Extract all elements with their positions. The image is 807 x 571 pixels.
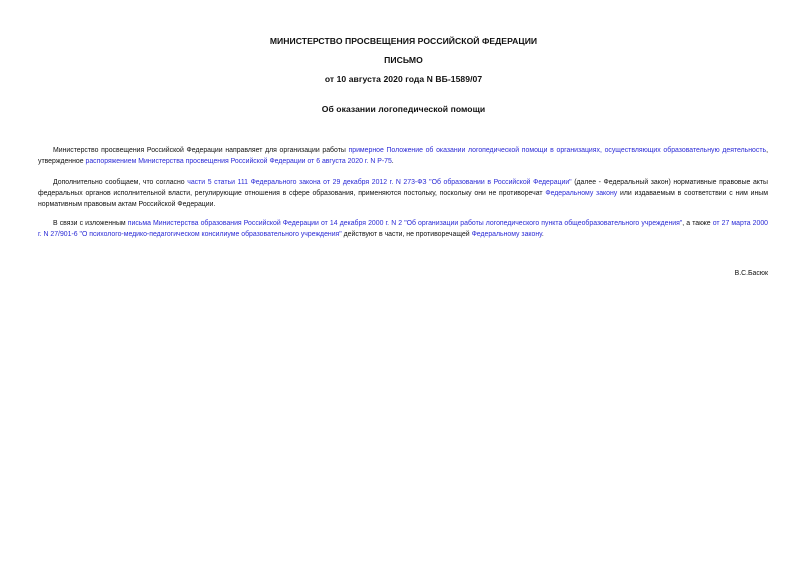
link-letter-27-901-6[interactable]: от 27 марта 2000 г. N 27/901-6 "О психолого-медико-педагогическом консилиуме образовательного учреждения" bbox=[38, 220, 768, 239]
link-federal-law[interactable]: Федеральному закону bbox=[545, 190, 618, 198]
p1-text-1: Министерство просвещения Российской Федерации направляет для организации работы bbox=[53, 147, 349, 154]
p3-text-3: действуют в части, не противоречащей bbox=[341, 231, 472, 239]
paragraph-3 bbox=[38, 218, 768, 240]
paragraph-2 bbox=[38, 177, 768, 211]
p2-text-2: (далее - Федеральный закон) нормативные правовые акты федеральных органов исполнительной власти, регулирующие отношения в сфере образования, применяются постольку, поскольку они не противоречат bbox=[38, 179, 768, 198]
link-letter-2000-n2[interactable]: письма Министерства образования Российской Федерации от 14 декабря 2000 г. N 2 "Об организации работы логопедического пункта общеобразовательного учреждения" bbox=[127, 220, 683, 227]
link-order-r75[interactable]: распоряжением Министерства просвещения Российской Федерации от 6 августа 2020 г. N Р-75 bbox=[85, 158, 392, 166]
ministry-title: МИНИСТЕРСТВО ПРОСВЕЩЕНИЯ РОССИЙСКОЙ ФЕДЕРАЦИИ bbox=[269, 36, 538, 46]
p1-text-3: . bbox=[391, 158, 394, 166]
paragraph-1 bbox=[38, 145, 768, 167]
link-federal-law-2[interactable]: Федеральному закону bbox=[471, 231, 542, 239]
p2-text-1: Дополнительно сообщаем, что согласно bbox=[53, 179, 188, 186]
signature: В.С.Басюк bbox=[734, 270, 768, 277]
document-date-number: от 10 августа 2020 года N ВБ-1589/07 bbox=[324, 74, 483, 84]
link-model-regulation[interactable]: примерное Положение об оказании логопедической помощи в организациях, осуществляющих образовательную деятельность bbox=[348, 147, 767, 154]
p3-text-4: . bbox=[541, 231, 544, 239]
document-subject: Об оказании логопедической помощи bbox=[321, 104, 486, 114]
p1-text-2: , утвержденное bbox=[38, 147, 768, 166]
p3-text-1: В связи с изложенным bbox=[53, 220, 128, 227]
p3-text-2: , а также bbox=[682, 220, 713, 227]
link-law-273-article-111[interactable]: части 5 статьи 111 Федерального закона от 29 декабря 2012 г. N 273-ФЗ "Об образовании в Российской Федерации" bbox=[187, 179, 572, 186]
document-type: ПИСЬМО bbox=[384, 55, 423, 65]
p2-text-3: или издаваемым в соответствии с ним иным нормативным правовым актам Российской Федерации. bbox=[38, 190, 768, 209]
